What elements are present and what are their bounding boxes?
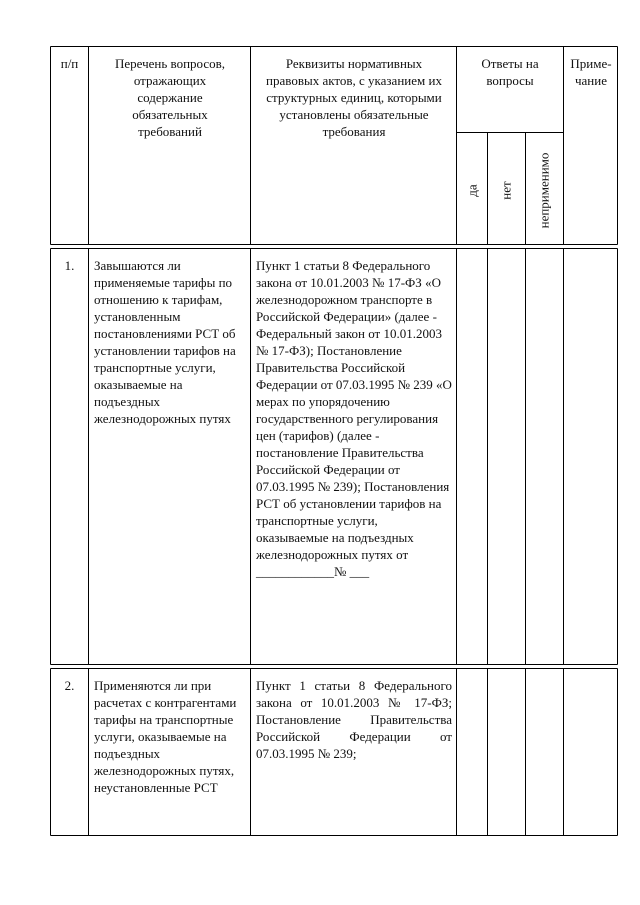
row-2-num: 2.	[64, 678, 75, 693]
header-answers: Ответы на вопросы	[481, 56, 539, 88]
header-num: п/п	[60, 56, 79, 71]
row-1-num: 1.	[64, 258, 75, 273]
header-no: нет	[498, 181, 514, 200]
header-na: неприменимо	[536, 152, 552, 229]
row-1-requisites: Пункт 1 статьи 8 Федерального закона от 10.01.2003 № 17-ФЗ «О железнодорожном транспорте в Российской Федерации» (далее - Федеральный закон от 10.01.2003 № 17-ФЗ); Постановление Правительства Российской Федерации от 07.03.1995 № 239 «О мерах по упорядочению государственного регулирования цен (тарифов) (далее - постановление Правительства Российской Федерации от 07.03.1995 № 239); Постановления РСТ об установлении тарифов на транспортные услуги, оказываемые на подъездных железнодорожных путях от ____________№ ___	[256, 258, 452, 579]
header-questions: Перечень вопросов, отражающих содержание обязательных требований	[114, 56, 226, 139]
header-requisites: Реквизиты нормативных правовых актов, с указанием их структурных единиц, которыми установлены обязательные требования	[266, 56, 442, 139]
header-note: Приме-чание	[570, 56, 612, 88]
header-yes: да	[464, 184, 480, 197]
row-2-requisites: Пункт 1 статьи 8 Федерального закона от 10.01.2003 № 17-ФЗ; Постановление Правительства Российской Федерации от 07.03.1995 № 239;	[256, 678, 452, 761]
row-1-question: Завышаются ли применяемые тарифы по отношению к тарифам, установленным постановлениями РСТ об установлении тарифов на транспортные услуги, оказываемые на подъездных железнодорожных путях	[94, 258, 236, 426]
row-2-question: Применяются ли при расчетах с контрагентами тарифы на транспортные услуги, оказываемые на подъездных железнодорожных путях, неустановленные РСТ	[94, 678, 237, 795]
